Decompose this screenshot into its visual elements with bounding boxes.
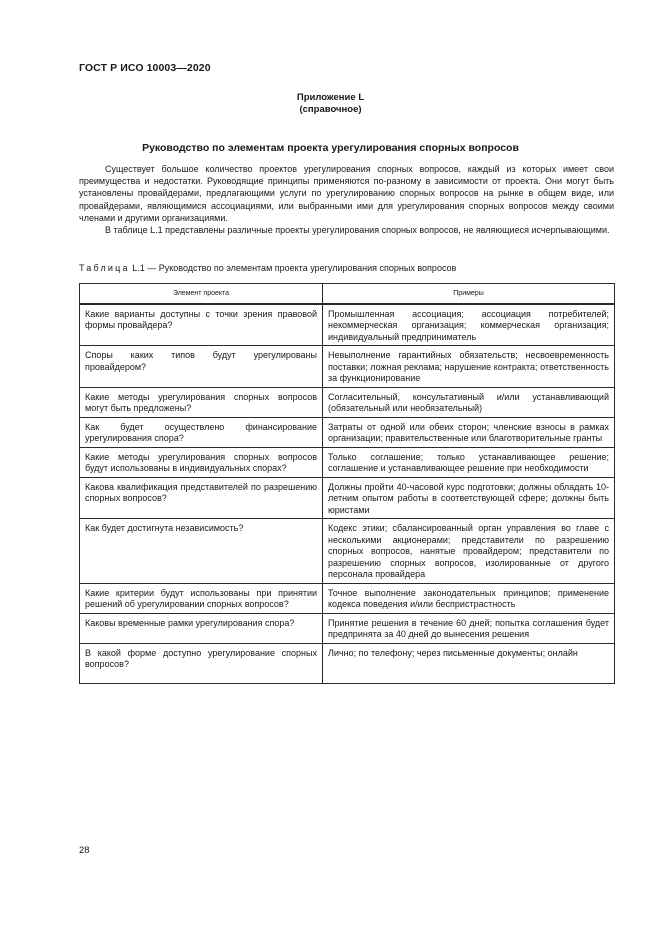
table-row (80, 519, 615, 584)
table-header-row (80, 284, 615, 304)
examples-cell: Невыполнение гарантийных обязательств; несвоевременность поставки; ложная реклама; нарушение контракта; ответственность за функционирование (323, 346, 615, 388)
design-element-cell: Как будет осуществлено финансирование урегулирования спора? (80, 417, 323, 447)
table-caption-label: Таблица (79, 263, 130, 273)
design-element-cell: Какие варианты доступны с точки зрения правовой формы провайдера? (80, 304, 323, 346)
table-row (80, 346, 615, 388)
table-row (80, 447, 615, 477)
column-header-element: Элемент проекта (80, 284, 323, 304)
appendix-subtitle: (справочное) (299, 104, 362, 115)
table-row (80, 583, 615, 613)
table-row (80, 643, 615, 683)
table-row (80, 304, 615, 346)
design-element-cell: Какова квалификация представителей по разрешению спорных вопросов? (80, 477, 323, 519)
examples-cell: Принятие решения в течение 60 дней; попытка соглашения будет предпринята за 40 дней до вынесения решения (323, 613, 615, 643)
table-row (80, 613, 615, 643)
appendix-title: Приложение L (296, 92, 365, 103)
table-row (80, 417, 615, 447)
appendix-heading (0, 92, 661, 116)
paragraph: Существует большое количество проектов урегулирования спорных вопросов, каждый из которых имеет свои преимущества и недостатки. Руководящие принципы применяются по-разному в зависимости от проекта. Они могут быть установлены провайдерами, предлагающими услуги по урегулированию спорных вопросов на рынке в общем виде, или провайдерами, являющимися ассоциациями, или выбранными ими для урегулирования спорных вопросов между своими членами и другими организациями. (79, 164, 614, 223)
table-caption-text: — Руководство по элементам проекта урегулирования спорных вопросов (147, 263, 457, 273)
examples-cell: Затраты от одной или обеих сторон; членские взносы в рамках организации; правительственные или благотворительные гранты (323, 417, 615, 447)
design-element-cell: Как будет достигнута независимость? (80, 519, 323, 584)
design-element-cell: Каковы временные рамки урегулирования спора? (80, 613, 323, 643)
table-caption-number: L.1 (132, 263, 145, 273)
design-element-cell: Споры каких типов будут урегулированы провайдером? (80, 346, 323, 388)
examples-cell: Лично; по телефону; через письменные документы; онлайн (323, 643, 615, 683)
design-element-cell: Какие критерии будут использованы при принятии решений об урегулировании спорных вопросов? (80, 583, 323, 613)
column-header-examples: Примеры (323, 284, 615, 304)
body-text (79, 163, 614, 236)
table-row (80, 387, 615, 417)
examples-cell: Точное выполнение законодательных принципов; применение кодекса поведения и/или беспристрастность (323, 583, 615, 613)
examples-cell: Промышленная ассоциация; ассоциация потребителей; некоммерческая организация; коммерческая организация; индивидуальный предприниматель (323, 304, 615, 346)
design-element-cell: Какие методы урегулирования спорных вопросов могут быть предложены? (80, 387, 323, 417)
document-header: ГОСТ Р ИСО 10003—2020 (79, 62, 211, 74)
table-row (80, 477, 615, 519)
guidance-table (79, 283, 615, 684)
examples-cell: Только соглашение; только устанавливающее решение; соглашение и устанавливающее решение при необходимости (323, 447, 615, 477)
design-element-cell: В какой форме доступно урегулирование спорных вопросов? (80, 643, 323, 683)
examples-cell: Согласительный, консультативный и/или устанавливающий (обязательный или необязательный) (323, 387, 615, 417)
paragraph: В таблице L.1 представлены различные проекты урегулирования спорных вопросов, не являющиеся исчерпывающими. (105, 225, 610, 236)
section-title: Руководство по элементам проекта урегулирования спорных вопросов (142, 142, 519, 154)
table-caption (79, 263, 456, 273)
design-element-cell: Какие методы урегулирования спорных вопросов будут использованы в индивидуальных спорах? (80, 447, 323, 477)
examples-cell: Кодекс этики; сбалансированный орган управления во главе с несколькими акционерами; представители по разрешению спорных вопросов, нанятые провайдером; представители по разрешению спорных вопросов, изолированные от другого персонала провайдера (323, 519, 615, 584)
page-number: 28 (79, 845, 90, 856)
examples-cell: Должны пройти 40-часовой курс подготовки; должны обладать 10-летним опытом работы в соответствующей сфере; должны быть юристами (323, 477, 615, 519)
